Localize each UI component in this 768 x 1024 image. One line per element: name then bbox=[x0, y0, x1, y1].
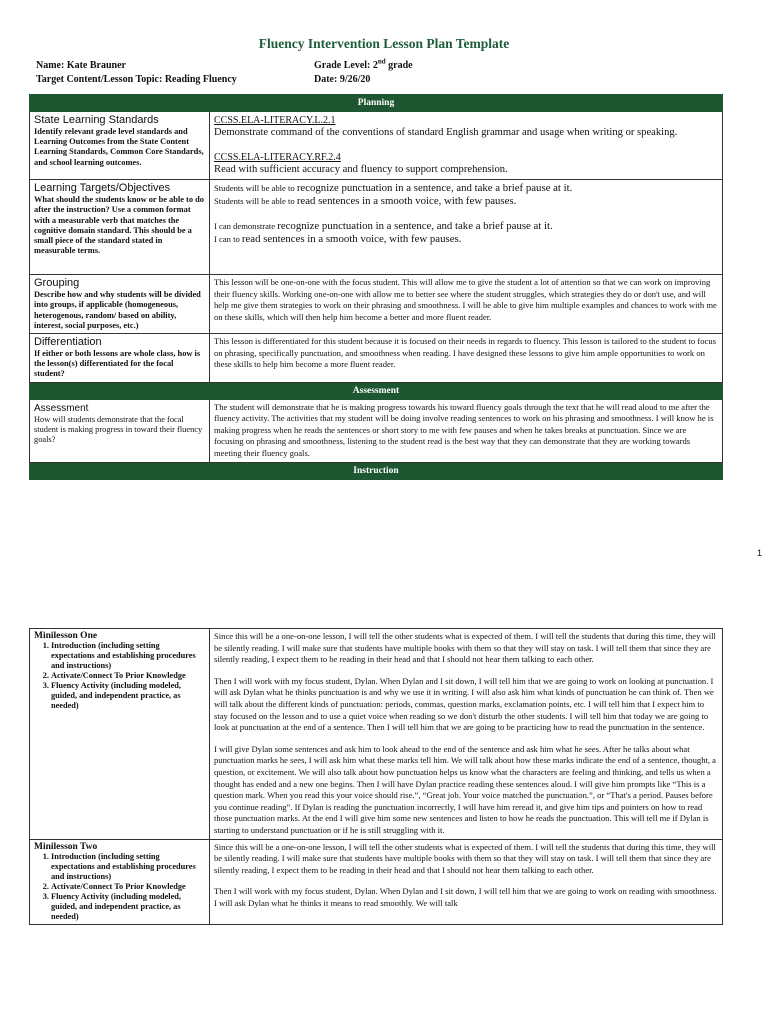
minilesson-two-step: 3. Fluency Activity (including modeled, guided, and independent practice, as needed) bbox=[51, 892, 205, 922]
minilesson-two-paragraph: Since this will be a one-on-one lesson, I will tell the other students what is expected of them. I will tell the students that during this time, they will be silently reading. I will make sure that students have multiple books with them so that they will stay on task. I will tell them that since they are silently reading, I expect them to be reading in their head and that I should not hear them talking to each other. bbox=[214, 841, 716, 875]
standards-row bbox=[30, 112, 723, 180]
standard-code-1[interactable]: CCSS.ELA-LITERACY.L.2.1 bbox=[214, 115, 336, 126]
grouping-heading: Grouping bbox=[34, 277, 80, 290]
lesson-plan-table-page-1 bbox=[29, 94, 723, 480]
minilesson-two-steps bbox=[34, 852, 205, 922]
minilesson-one-paragraph: I will give Dylan some sentences and ask him to look ahead to the end of the sentence and ask him what he sees. After he talks about what punctuation marks he sees, I will ask him what these marks tell him. We will talk about how these marks indicate the end of a sentence, thought, a question, or excitement. We will also talk about how punctuation helps us know what the characters are feeling and thinking, and tells us when a thought has ended and a new one begins. Then I will have Dylan practice reading these sentences aloud. I will give him prompts like “This is a question mark. When you read this your voice should rise.”, “Great job. Your voice matched the punctuation.”, or “That's a period. Pauses before you continue reading”. If Dylan is reading the punctuation incorrectly, I will have him reread it, and give him tips and pointers on how to read those punctuation marks. At the end I will give him some new sentences and listen to how he reads the punctuation. This will tell me if Dylan is starting to understand punctuation or if he is still struggling with it. bbox=[214, 743, 716, 835]
minilesson-one-step: 3. Fluency Activity (including modeled, guided, and independent practice, as needed) bbox=[51, 681, 205, 711]
standard-text-1: Demonstrate command of the conventions of standard English grammar and usage when writing or speaking. bbox=[214, 127, 678, 138]
assessment-label-cell bbox=[30, 399, 210, 462]
minilesson-one-content-cell bbox=[210, 629, 723, 840]
minilesson-one-row bbox=[30, 629, 723, 840]
differentiation-desc: If either or both lessons are whole class, how is the lesson(s) differentiated for the focal student? bbox=[34, 349, 201, 379]
minilesson-two-heading: Minilesson Two bbox=[34, 841, 98, 852]
minilesson-one-heading: Minilesson One bbox=[34, 631, 98, 641]
i-can-target-2: I can to read sentences in a smooth voice, with few pauses. bbox=[214, 233, 462, 246]
meta-right bbox=[314, 59, 413, 87]
minilesson-one-paragraph: Then I will work with my focus student, Dylan. When Dylan and I sit down, I will tell him that we are going to work on looking at punctuation. I will ask Dylan what he thinks punctuation is and why we use it in writing. I will also ask him what kinds of punctuation he can think of. Then we will talk about the different kinds of punctuation: periods, commas, question marks, exclamation points, etc. I will tell him that I expect him to stay focused on the lesson and to use a quiet voice when reading so we don't disturb the other students. I will tell him that today we are going to look at punctuation at the end of a sentence. Then I will tell him that we are going to be practicing how to read the punctuation in the sentence. bbox=[214, 675, 714, 733]
standards-heading: State Learning Standards bbox=[34, 114, 159, 126]
grouping-content-cell: This lesson will be one-on-one with the focus student. This will allow me to give the student a lot of attention so that we can work on improving their fluency skills. Working one-on-one with allow me to better see where the student struggles, which strategies they do or don't use, and will help me give them strategies to work on their phrasing and smoothness. I will be able to give him multiple examples and chances to work with me on these skills, which will then help him become a better and more fluent reader. bbox=[210, 275, 723, 334]
minilesson-one-paragraph: Since this will be a one-on-one lesson, I will tell the other students what is expected of them. I will tell the students that during this time, they will be silently reading. I will make sure that students have multiple books with them so that they will stay on task. I will tell them that since they are silently reading, I expect them to be reading in their head and that I should not hear them talking to each other. bbox=[214, 631, 716, 665]
student-target-2: Students will be able to read sentences in a smooth voice, with few pauses. bbox=[214, 195, 517, 208]
differentiation-label-cell bbox=[30, 334, 210, 383]
differentiation-row bbox=[30, 334, 723, 383]
assessment-row bbox=[30, 399, 723, 462]
meta-left bbox=[36, 59, 237, 87]
assessment-heading: Assessment bbox=[34, 402, 89, 414]
topic-label: Target Content/Lesson Topic: Reading Fluency bbox=[36, 74, 237, 85]
standards-desc: Identify relevant grade level standards and Learning Outcomes from the State Content Learning Standards, Common Core Standards, and school learning outcomes. bbox=[34, 127, 204, 167]
date-label: Date: 9/26/20 bbox=[314, 74, 371, 85]
student-target-1: Students will be able to recognize punctuation in a sentence, and take a brief pause at it. bbox=[214, 182, 573, 195]
minilesson-one-step: 1. Introduction (including setting expectations and establishing procedures and instructions) bbox=[51, 641, 205, 671]
minilesson-two-step: 2. Activate/Connect To Prior Knowledge bbox=[51, 882, 205, 892]
targets-content-cell bbox=[210, 180, 723, 275]
assessment-band: Assessment bbox=[30, 382, 723, 399]
standards-label-cell bbox=[30, 112, 210, 180]
grade-label: Grade Level: 2nd grade bbox=[314, 57, 413, 71]
minilesson-one-label-cell bbox=[30, 629, 210, 840]
grouping-row bbox=[30, 275, 723, 334]
standard-code-2[interactable]: CCSS.ELA-LITERACY.RF.2.4 bbox=[214, 151, 341, 163]
minilesson-two-content-cell bbox=[210, 839, 723, 924]
minilesson-two-paragraph: Then I will work with my focus student, Dylan. When Dylan and I sit down, I will tell him that we are going to work on reading with smoothness. I will ask Dylan what he thinks it means to read smoothly. We will talk bbox=[214, 886, 717, 908]
planning-band: Planning bbox=[30, 95, 723, 112]
standards-content-cell bbox=[210, 112, 723, 180]
differentiation-content-cell: This lesson is differentiated for this student because it is focused on their needs in regards to fluency. This lesson is tailored to the student to focus on phrasing, specifically punctuation, and smoothness when reading. I have designed these lessons to give him ample opportunities to work on these skills to help him become a more fluent reader. bbox=[210, 334, 723, 383]
targets-label-cell bbox=[30, 180, 210, 275]
assessment-desc: How will students demonstrate that the focal student is making progress in toward their fluency goals? bbox=[34, 414, 203, 445]
differentiation-heading: Differentiation bbox=[34, 336, 102, 348]
targets-desc: What should the students know or be able to do after the instruction? Use a common format with a measurable verb that matches the cognitive domain standard. This should be a small piece of the standard stated in measurable terms. bbox=[34, 195, 204, 256]
targets-row bbox=[30, 180, 723, 275]
page-number: 1 bbox=[756, 548, 762, 558]
minilesson-two-label-cell bbox=[30, 839, 210, 924]
name-label: Name: Kate Brauner bbox=[36, 60, 126, 71]
assessment-content-cell: The student will demonstrate that he is making progress towards his toward fluency goals through the text that he will read aloud to me after the fluency activity. The activities that my student will be doing involve reading sentences to work on his phrasing and smoothness. I will know he is making progress when he reads the sentences or short story to me with few pauses and when he takes breaks at punctuation. Since we are focusing on phrasing and smoothness, listening to the student read is the best way that they can demonstrate that they are working towards meeting their fluency goals. bbox=[210, 399, 723, 462]
minilesson-one-step: 2. Activate/Connect To Prior Knowledge bbox=[51, 671, 205, 681]
grouping-label-cell bbox=[30, 275, 210, 334]
i-can-target-1: I can demonstrate recognize punctuation in a sentence, and take a brief pause at it. bbox=[214, 220, 553, 233]
document-title: Fluency Intervention Lesson Plan Template bbox=[258, 36, 510, 51]
minilesson-one-steps bbox=[34, 641, 205, 711]
minilesson-two-step: 1. Introduction (including setting expectations and establishing procedures and instructions) bbox=[51, 852, 205, 882]
grouping-desc: Describe how and why students will be divided into groups, if applicable (homogeneous, heterogenous, random/ based on ability, interest, social purposes, etc.) bbox=[34, 290, 201, 330]
standard-text-2: Read with sufficient accuracy and fluency to support comprehension. bbox=[214, 163, 508, 175]
instruction-band: Instruction bbox=[30, 462, 723, 479]
minilesson-two-row bbox=[30, 839, 723, 924]
targets-heading: Learning Targets/Objectives bbox=[34, 182, 171, 195]
lesson-plan-table-page-2 bbox=[29, 628, 723, 925]
